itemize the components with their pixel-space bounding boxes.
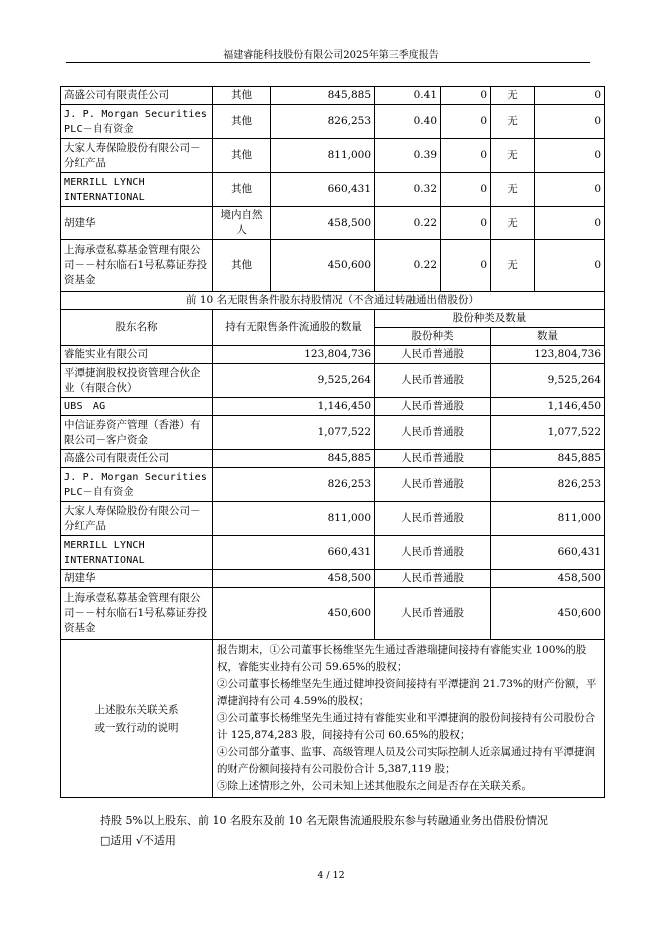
top-row	[61, 87, 605, 105]
unrestricted-qty: 845,885	[213, 450, 375, 468]
share-type: 人民币普通股	[375, 346, 491, 364]
pledge-state: 无	[491, 173, 535, 207]
shareholder-name: 上海承壹私募基金管理有限公司－－村东临石1号私募证券投资基金	[61, 240, 213, 292]
top-row	[61, 207, 605, 240]
holding-ratio: 0.40	[375, 105, 441, 139]
share-amount: 845,885	[491, 450, 605, 468]
share-amount: 9,525,264	[491, 364, 605, 398]
shareholder-name: 胡建华	[61, 570, 213, 588]
col-header-quantity: 数量	[491, 328, 605, 346]
pledge-quantity: 0	[535, 173, 605, 207]
shareholder-name: 中信证券资产管理（香港）有限公司－客户资金	[61, 416, 213, 450]
share-type: 人民币普通股	[375, 536, 491, 570]
shareholder-name: 大家人寿保险股份有限公司－分红产品	[61, 139, 213, 173]
share-amount: 458,500	[491, 570, 605, 588]
restricted-shares: 0	[441, 87, 491, 105]
report-header: 福建睿能科技股份有限公司2025年第三季度报告	[223, 50, 439, 61]
shareholder-name: J. P. Morgan Securities PLC－自有资金	[61, 105, 213, 139]
col-header-unrestricted: 持有无限售条件流通股的数量	[213, 310, 375, 346]
shareholder-name: MERRILL LYNCH INTERNATIONAL	[61, 173, 213, 207]
unrestricted-qty: 1,077,522	[213, 416, 375, 450]
holding-ratio: 0.22	[375, 240, 441, 292]
pledge-quantity: 0	[535, 207, 605, 240]
pledge-quantity: 0	[535, 139, 605, 173]
top-row	[61, 173, 605, 207]
shareholder-name: 高盛公司有限责任公司	[61, 450, 213, 468]
relation-row	[61, 640, 605, 798]
section-title-row	[61, 292, 605, 310]
shareholder-nature: 其他	[213, 173, 271, 207]
unrestricted-row	[61, 416, 605, 450]
pledge-state: 无	[491, 207, 535, 240]
unrestricted-qty: 1,146,450	[213, 398, 375, 416]
share-type: 人民币普通股	[375, 450, 491, 468]
section-title: 前 10 名无限售条件股东持股情况（不含通过转融通出借股份）	[61, 292, 605, 310]
applicability-status: □适用 √不适用	[100, 834, 176, 847]
share-type: 人民币普通股	[375, 588, 491, 640]
shareholder-name: 睿能实业有限公司	[61, 346, 213, 364]
shareholder-nature: 境内自然人	[213, 207, 271, 240]
relation-label-line2: 或一致行动的说明	[94, 721, 179, 734]
shares-held: 826,253	[271, 105, 375, 139]
shareholder-name: 高盛公司有限责任公司	[61, 87, 213, 105]
page-number: 4 / 12	[317, 870, 345, 881]
unrestricted-row	[61, 450, 605, 468]
unrestricted-qty: 123,804,736	[213, 346, 375, 364]
restricted-shares: 0	[441, 139, 491, 173]
holding-ratio: 0.39	[375, 139, 441, 173]
header-divider	[66, 62, 590, 63]
relation-line-3: ③公司董事长杨维坚先生通过持有睿能实业和平潭捷润的股份间接持有公司股份合计 125,874,283 股，间接持有公司 60.65%的股权；	[217, 712, 595, 741]
restricted-shares: 0	[441, 240, 491, 292]
unrestricted-qty: 811,000	[213, 502, 375, 536]
shareholder-name: J. P. Morgan Securities PLC－自有资金	[61, 468, 213, 502]
unrestricted-qty: 450,600	[213, 588, 375, 640]
share-type: 人民币普通股	[375, 570, 491, 588]
col-header-share-type-group: 股份种类及数量	[375, 310, 605, 328]
col-header-share-type: 股份种类	[375, 328, 491, 346]
shareholder-nature: 其他	[213, 240, 271, 292]
shares-held: 845,885	[271, 87, 375, 105]
pledge-quantity: 0	[535, 87, 605, 105]
relation-description	[213, 640, 605, 798]
top-row	[61, 105, 605, 139]
top-row	[61, 139, 605, 173]
pledge-state: 无	[491, 139, 535, 173]
pledge-quantity: 0	[535, 240, 605, 292]
shareholder-nature: 其他	[213, 105, 271, 139]
shares-held: 450,600	[271, 240, 375, 292]
restricted-shares: 0	[441, 207, 491, 240]
lending-statement: 持股 5%以上股东、前 10 名股东及前 10 名无限售流通股股东参与转融通业务出借股份情况	[100, 814, 548, 827]
pledge-state: 无	[491, 87, 535, 105]
shares-held: 660,431	[271, 173, 375, 207]
shareholder-name: 大家人寿保险股份有限公司－分红产品	[61, 502, 213, 536]
unrestricted-row	[61, 502, 605, 536]
pledge-quantity: 0	[535, 105, 605, 139]
unrestricted-qty: 660,431	[213, 536, 375, 570]
relation-label	[61, 640, 213, 798]
unrestricted-row	[61, 346, 605, 364]
share-amount: 826,253	[491, 468, 605, 502]
share-type: 人民币普通股	[375, 468, 491, 502]
share-type: 人民币普通股	[375, 398, 491, 416]
pledge-state: 无	[491, 240, 535, 292]
share-amount: 660,431	[491, 536, 605, 570]
restricted-shares: 0	[441, 105, 491, 139]
unrestricted-qty: 458,500	[213, 570, 375, 588]
share-amount: 123,804,736	[491, 346, 605, 364]
unrestricted-row	[61, 364, 605, 398]
holding-ratio: 0.41	[375, 87, 441, 105]
relation-label-line1: 上述股东关联关系	[94, 703, 179, 716]
share-type: 人民币普通股	[375, 364, 491, 398]
shareholder-nature: 其他	[213, 87, 271, 105]
col-header-name: 股东名称	[61, 310, 213, 346]
unrestricted-qty: 826,253	[213, 468, 375, 502]
unrestricted-row	[61, 588, 605, 640]
shareholder-name: 平潭捷润股权投资管理合伙企业（有限合伙）	[61, 364, 213, 398]
share-amount: 1,146,450	[491, 398, 605, 416]
share-type: 人民币普通股	[375, 502, 491, 536]
share-amount: 1,077,522	[491, 416, 605, 450]
shareholder-name: 胡建华	[61, 207, 213, 240]
share-amount: 811,000	[491, 502, 605, 536]
shareholder-nature: 其他	[213, 139, 271, 173]
holding-ratio: 0.22	[375, 207, 441, 240]
relation-line-2: ②公司董事长杨维坚先生通过健坤投资间接持有平潭捷润 21.73%的财产份额，平潭捷润持有公司 4.59%的股权；	[217, 678, 597, 707]
holding-ratio: 0.32	[375, 173, 441, 207]
share-type: 人民币普通股	[375, 416, 491, 450]
pledge-state: 无	[491, 105, 535, 139]
shares-held: 811,000	[271, 139, 375, 173]
shareholder-name: UBS AG	[61, 398, 213, 416]
shareholder-name: MERRILL LYNCH INTERNATIONAL	[61, 536, 213, 570]
shareholder-name: 上海承壹私募基金管理有限公司－－村东临石1号私募证券投资基金	[61, 588, 213, 640]
shares-held: 458,500	[271, 207, 375, 240]
shareholder-table	[60, 86, 605, 798]
relation-line-1: 报告期末，①公司董事长杨维坚先生通过香港瑞捷间接持有睿能实业 100%的股权，睿能实业持有公司 59.65%的股权；	[217, 644, 587, 673]
relation-line-4: ④公司部分董事、监事、高级管理人员及公司实际控制人近亲属通过持有平潭捷润的财产份额间接持有公司股份合计 5,387,119 股；	[217, 746, 595, 775]
col-header-row	[61, 310, 605, 328]
relation-line-5: ⑤除上述情形之外，公司未知上述其他股东之间是否存在关联关系。	[217, 780, 532, 792]
unrestricted-qty: 9,525,264	[213, 364, 375, 398]
restricted-shares: 0	[441, 173, 491, 207]
unrestricted-row	[61, 468, 605, 502]
top-row	[61, 240, 605, 292]
unrestricted-row	[61, 536, 605, 570]
share-amount: 450,600	[491, 588, 605, 640]
unrestricted-row	[61, 398, 605, 416]
unrestricted-row	[61, 570, 605, 588]
